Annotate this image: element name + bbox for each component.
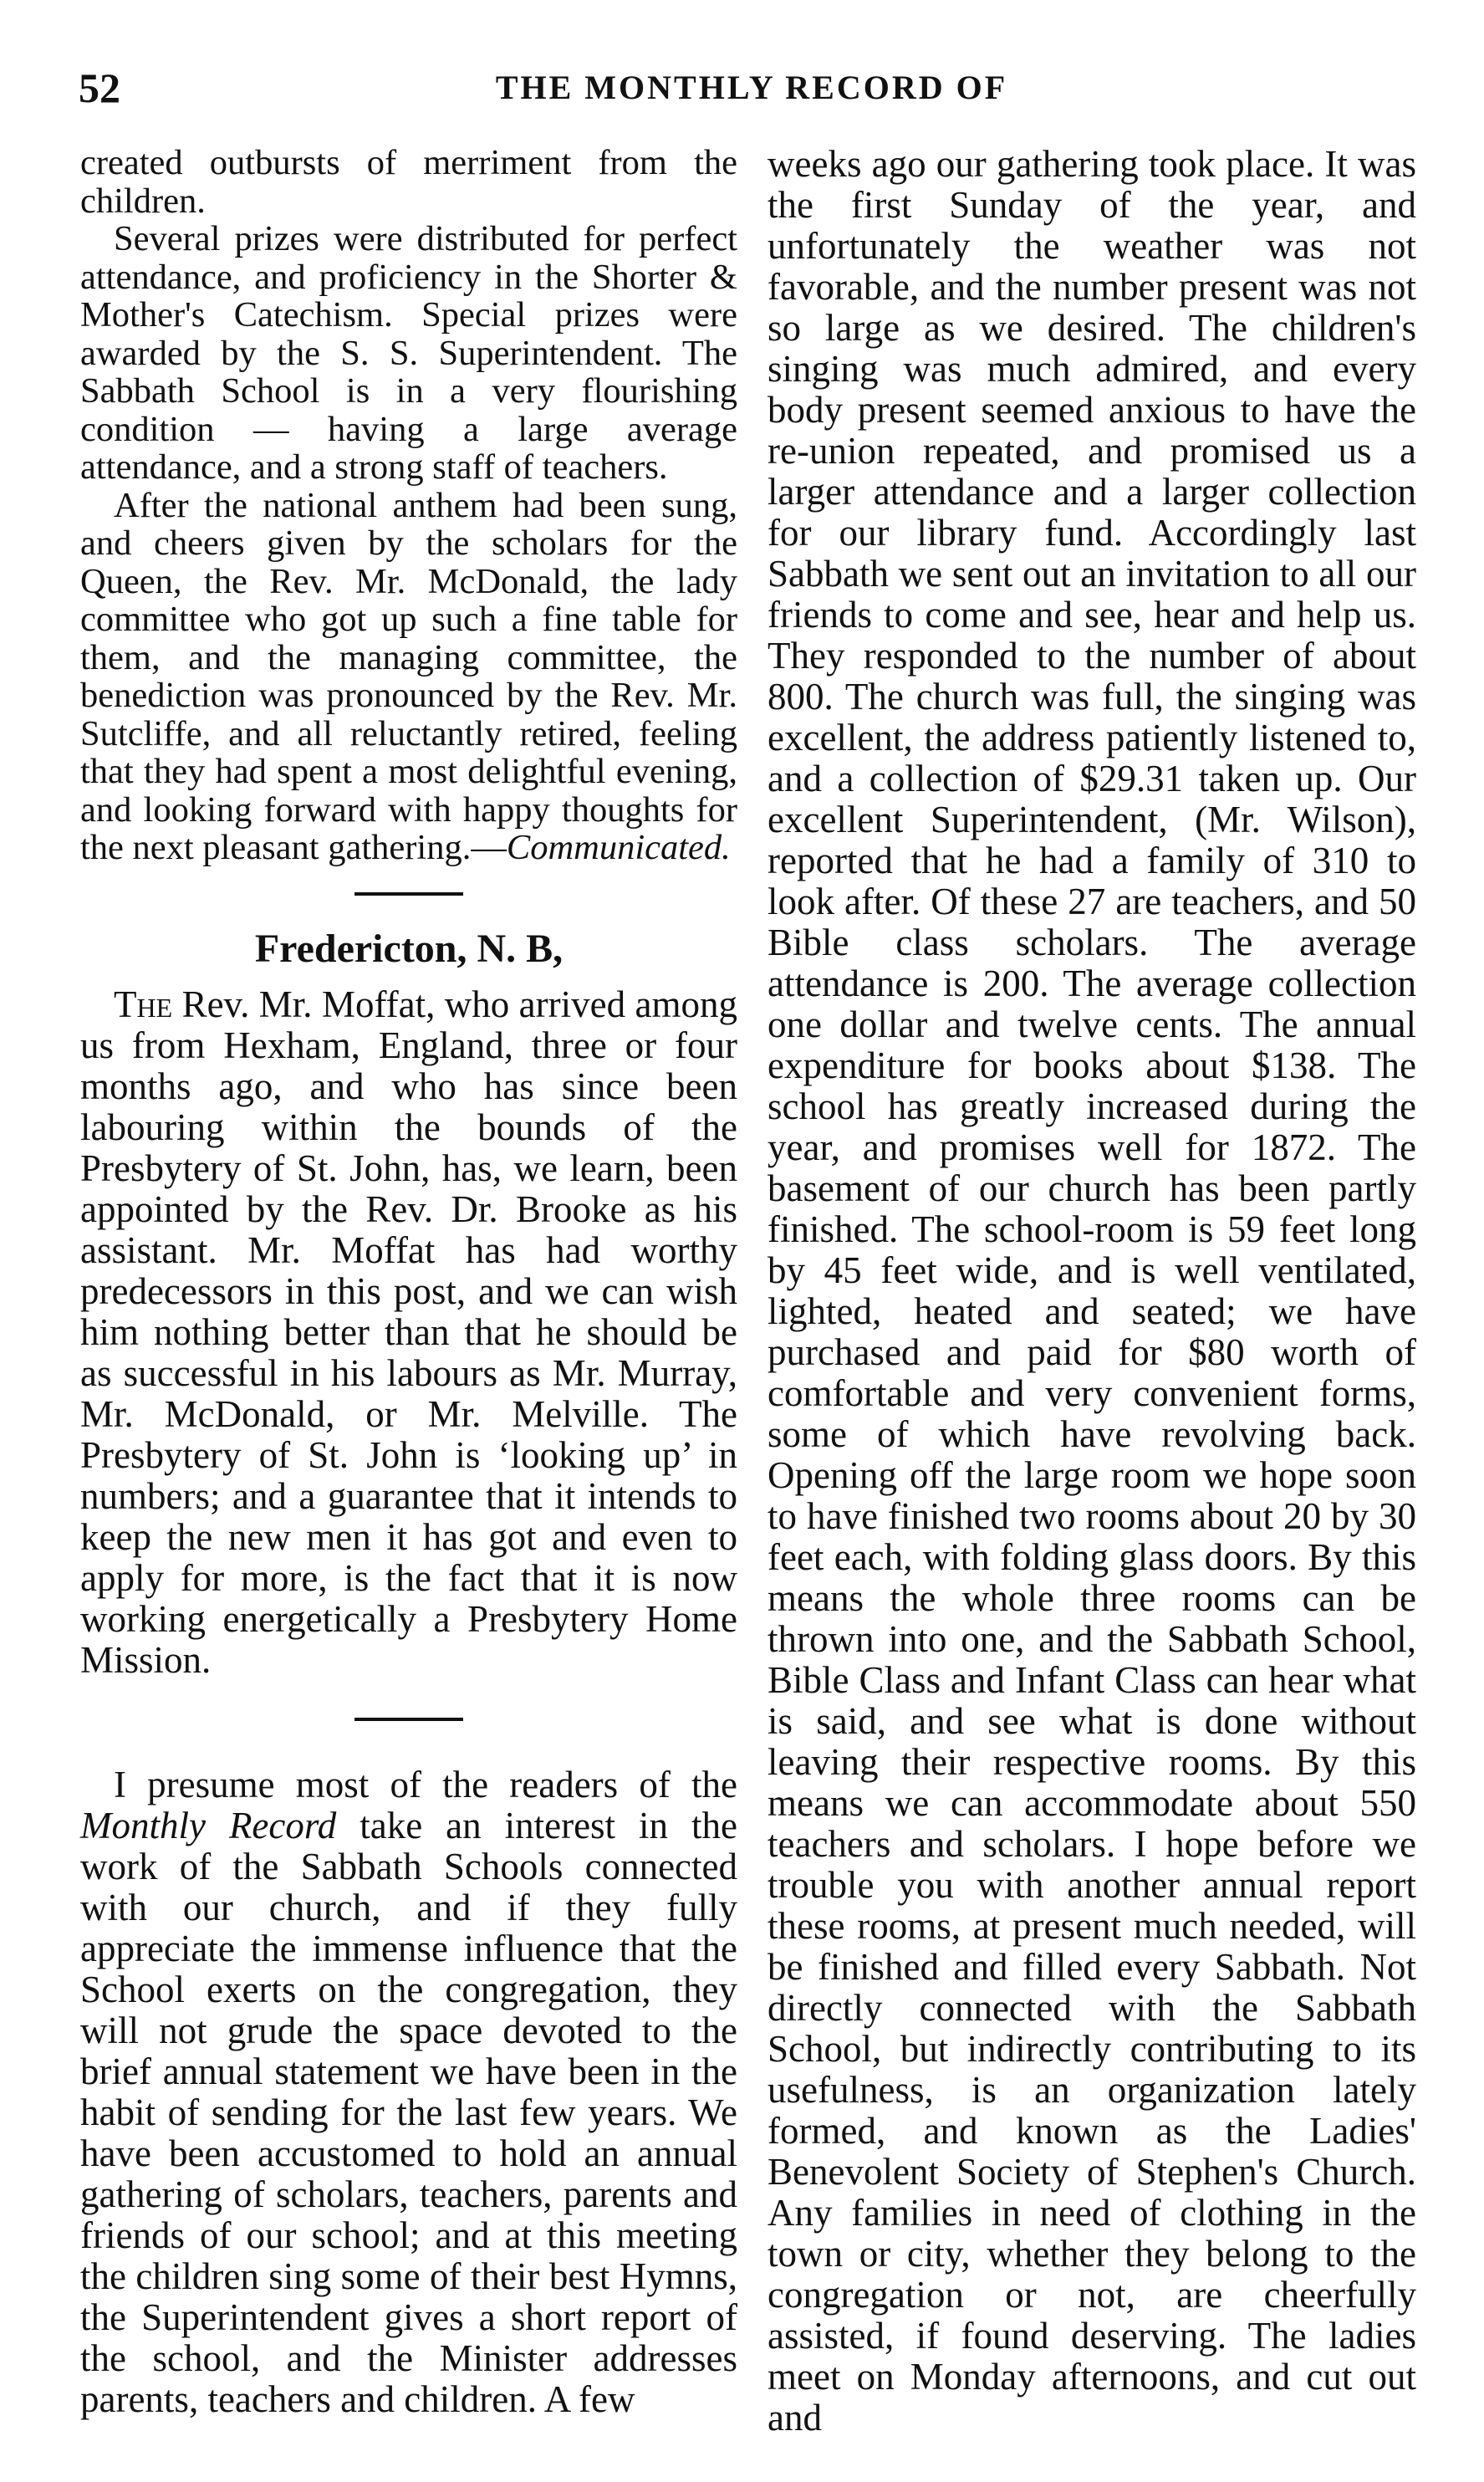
page-number: 52 <box>79 64 120 111</box>
paragraph-moffat <box>80 984 737 1681</box>
section-heading-fredericton: Fredericton, N. B, <box>254 926 564 971</box>
right-column <box>767 144 1416 2439</box>
paragraph-moffat-lead: The <box>114 983 173 1025</box>
paragraph-anthem <box>80 487 737 867</box>
communicated-signature: Communicated. <box>506 828 731 867</box>
paragraph-sabbath-schools-a: I presume most of the readers of the <box>114 1763 737 1805</box>
running-head <box>79 59 1425 117</box>
section-divider <box>354 892 463 896</box>
paragraph-sabbath-schools-b: take an interest in the work of the Sabbath Schools connected with our church, and if they fully appreciate the immense influence that the School exerts on the congregation, they will not grude the space devoted to the brief annual statement we have been in the habit of sending for the last few years. We have been accustomed to hold an annual gathering of scholars, teachers, parents and friends of our school; and at this meeting the children sing some of their best Hymns, the Superintendent gives a short report of the school, and the Minister addresses parents, teachers and children. A few <box>80 1804 737 2420</box>
monthly-record-title: Monthly Record <box>80 1804 337 1846</box>
left-column <box>80 144 737 2420</box>
paragraph-merriment: created outbursts of merriment from the children. <box>80 143 737 221</box>
paragraph-moffat-text: Rev. Mr. Moffat, who arrived among us from Hexham, England, three or four months ago, and who has since been labouring within the bounds of the Presbytery of St. John, has, we learn, been appointed by the Rev. Dr. Brooke as his assistant. Mr. Moffat has had worthy predecessors in this post, and we can wish him nothing better than that he should be as successful in his labours as Mr. Murray, Mr. McDonald, or Mr. Melville. The Presbytery of St. John is ‘looking up’ in numbers; and a guarantee that it intends to keep the new men it has got and even to apply for more, is the fact that it is now working energetically a Presbytery Home Mission. <box>80 983 737 1681</box>
journal-title: THE MONTHLY RECORD OF <box>495 69 1008 106</box>
paragraph-sabbath-schools <box>80 1764 737 2420</box>
paragraph-anthem-text: After the national anthem had been sung, and cheers given by the scholars for the Queen, the Rev. Mr. McDonald, the lady committee who got up such a fine table for them, and the managing committee, the benediction was pronounced by the Rev. Mr. Sutcliffe, and all reluctantly retired, feeling that they had spent a most delightful evening, and looking forward with happy thoughts for the next pleasant gathering.— <box>80 485 737 867</box>
paragraph-prizes: Several prizes were distributed for perfect attendance, and proficiency in the Shorter & Mother's Catechism. Special prizes were awarded by the S. S. Superintendent. The Sabbath School is in a very flourishing condition — having a large average attendance, and a strong staff of teachers. <box>80 219 737 487</box>
paragraph-gathering: weeks ago our gathering took place. It was the first Sunday of the year, and unfortunately the weather was not favorable, and the number present was not so large as we desired. The children's singing was much admired, and every body present seemed anxious to have the re-union repeated, and promised us a larger attendance and a larger collection for our library fund. Accordingly last Sabbath we sent out an invitation to all our friends to come and see, hear and help us. They responded to the number of about 800. The church was full, the singing was excellent, the address patiently listened to, and a collection of $29.31 taken up. Our excellent Superintendent, (Mr. Wilson), reported that he had a family of 310 to look after. Of these 27 are teachers, and 50 Bible class scholars. The average attendance is 200. The average collection one dollar and twelve cents. The annual expenditure for books about $138. The school has greatly increased during the year, and promises well for 1872. The basement of our church has been partly finished. The school-room is 59 feet long by 45 feet wide, and is well ventilated, lighted, heated and seated; we have purchased and paid for $80 worth of comfortable and very convenient forms, some of which have revolving back. Opening off the large room we hope soon to have finished two rooms about 20 by 30 feet each, with folding glass doors. By this means the whole three rooms can be thrown into one, and the Sabbath School, Bible Class and Infant Class can hear what is said, and see what is done without leaving their respective rooms. By this means we can accommodate about 550 teachers and scholars. I hope before we trouble you with another annual report these rooms, at present much needed, will be finished and filled every Sabbath. Not directly connected with the Sabbath School, but indirectly contributing to its usefulness, is an organization lately formed, and known as the Ladies' Benevolent Society of Stephen's Church. Any families in need of clothing in the town or city, whether they belong to the congregation or not, are cheerfully assisted, if found deserving. The ladies meet on Monday afternoons, and cut out and <box>767 143 1416 2439</box>
section-divider <box>354 1718 463 1721</box>
